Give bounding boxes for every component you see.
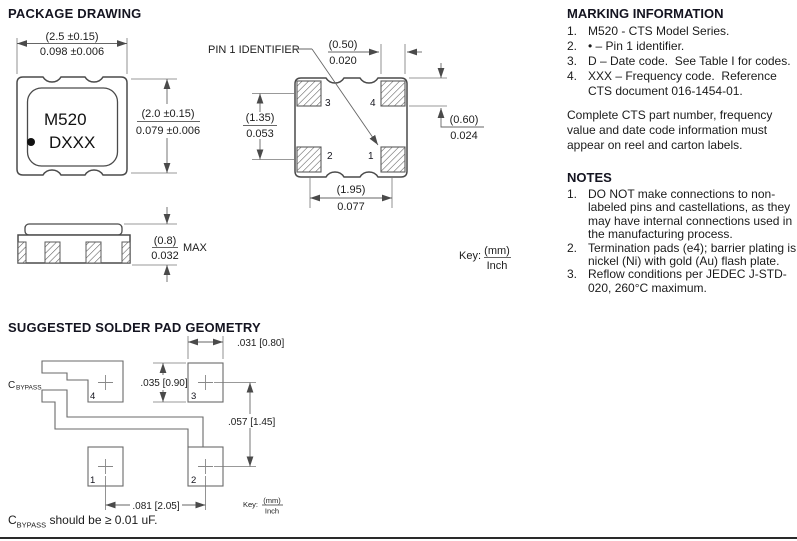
dim-pitch-v-mm: (1.35): [245, 112, 275, 124]
units-key-small: [243, 496, 283, 516]
notes-section: [567, 170, 797, 295]
units-key: [459, 245, 511, 272]
dim-pitch-vertical: .057 [1.45]: [228, 417, 276, 428]
pin-3-label: 3: [325, 98, 331, 109]
list-item: [567, 268, 797, 295]
dim-width-mm: (2.5 ±0.15): [45, 31, 99, 43]
page-bottom-rule: [0, 537, 797, 539]
side-view-lid: [25, 224, 122, 235]
dim-pad-width: .031 [0.80]: [237, 338, 285, 349]
cbypass-note-text: should be ≥ 0.01 uF.: [46, 513, 158, 527]
key-inch: Inch: [264, 506, 280, 516]
side-view-body: [18, 235, 130, 263]
item-number: 2.: [567, 39, 578, 53]
dim-thickness-mm: (0.8): [153, 235, 177, 247]
cbypass-note-symbol: C: [8, 513, 17, 527]
pin-2-label: 2: [327, 151, 333, 162]
solder-pad-title: SUGGESTED SOLDER PAD GEOMETRY: [8, 320, 261, 335]
dim-pad-height-mm: (0.60): [449, 114, 479, 126]
item-text: Reflow conditions per JEDEC J-STD-020, 260°C maximum.: [588, 267, 787, 295]
side-view-pad: [18, 242, 26, 263]
dim-pitch-h-in: 0.077: [337, 201, 365, 213]
marking-model-text: M520: [44, 110, 87, 129]
solder-pad-1-label: 1: [90, 475, 96, 486]
key-mm: (mm): [484, 245, 510, 257]
package-side-view: [18, 207, 208, 282]
notes-list: [567, 188, 797, 295]
item-text: • – Pin 1 identifier.: [588, 39, 685, 53]
pad-2: [297, 147, 321, 172]
dim-pad-width-in: 0.020: [329, 55, 357, 67]
side-view-pad: [86, 242, 101, 263]
package-top-view: [17, 31, 202, 175]
item-text: M520 - CTS Model Series.: [588, 24, 730, 38]
package-bottom-view: [208, 39, 484, 213]
pin-1-label: 1: [368, 151, 374, 162]
dim-pitch-h-mm: (1.95): [336, 184, 366, 196]
pad-4: [381, 81, 405, 106]
item-number: 4.: [567, 69, 578, 83]
dim-height-in: 0.079 ±0.006: [135, 125, 201, 137]
key-label: Key:: [459, 250, 482, 262]
side-view-pad: [45, 242, 60, 263]
dim-pitch-horizontal: .081 [2.05]: [132, 501, 180, 512]
key-label: Key:: [243, 500, 259, 509]
cbypass-note-subscript: BYPASS: [16, 520, 47, 530]
dim-pad-height-in: 0.024: [450, 130, 478, 142]
pad-1: [381, 147, 405, 172]
right-column: [567, 6, 797, 295]
dim-pitch-v-in: 0.053: [246, 128, 274, 140]
item-number: 2.: [567, 240, 578, 255]
solder-pad-3-label: 3: [191, 391, 197, 402]
item-number: 1.: [567, 24, 578, 38]
item-number: 3.: [567, 54, 578, 68]
solder-pad-4-label: 4: [90, 391, 96, 402]
key-inch: Inch: [486, 260, 508, 272]
list-item: [567, 188, 797, 242]
dim-height-mm: (2.0 ±0.15): [141, 108, 195, 120]
list-item: [567, 24, 797, 39]
list-item: [567, 54, 797, 69]
package-drawing: [0, 25, 520, 287]
list-item: [567, 242, 797, 269]
pad-3: [297, 81, 321, 106]
item-number: 3.: [567, 267, 578, 282]
dim-width-in: 0.098 ±0.006: [39, 46, 105, 58]
dim-thickness-in: 0.032: [151, 250, 179, 262]
cbypass-label: C: [8, 380, 16, 391]
marking-information-paragraph: Complete CTS part number, frequency value and date code information must appear on reel and carton labels.: [567, 108, 773, 152]
marking-code-text: DXXX: [49, 133, 96, 152]
dim-thickness-max: MAX: [183, 242, 207, 254]
item-text: D – Date code. See Table I for codes.: [588, 54, 791, 68]
item-text: DO NOT make connections to non-labeled pins and castellations, as they may have internal connections used in the manufacturing process.: [588, 187, 793, 242]
marking-information-section: [567, 6, 797, 153]
notes-title: NOTES: [567, 170, 612, 185]
item-number: 1.: [567, 187, 578, 201]
pin-4-label: 4: [370, 98, 376, 109]
marking-information-list: [567, 24, 797, 99]
item-text: Termination pads (e4); barrier plating is nickel (Ni) with gold (Au) flash plate.: [588, 240, 797, 269]
item-text: XXX – Frequency code. Reference CTS document 016-1454-01.: [588, 69, 777, 98]
list-item: [567, 69, 797, 99]
key-mm: (mm): [263, 496, 281, 505]
solder-pad-2-label: 2: [191, 475, 197, 486]
package-drawing-title: PACKAGE DRAWING: [8, 6, 142, 21]
pin1-identifier-label: PIN 1 IDENTIFIER: [208, 44, 300, 56]
list-item: [567, 39, 797, 54]
cbypass-note: [8, 513, 157, 529]
dim-pad-height: .035 [0.90]: [140, 378, 188, 389]
side-view-pad: [122, 242, 130, 263]
marking-information-title: MARKING INFORMATION: [567, 6, 724, 21]
solder-pad-geometry: [0, 330, 300, 516]
cbypass-label-subscript: BYPASS: [16, 384, 42, 392]
pin1-dot-icon: [27, 138, 35, 146]
dim-pad-width-mm: (0.50): [328, 39, 358, 51]
